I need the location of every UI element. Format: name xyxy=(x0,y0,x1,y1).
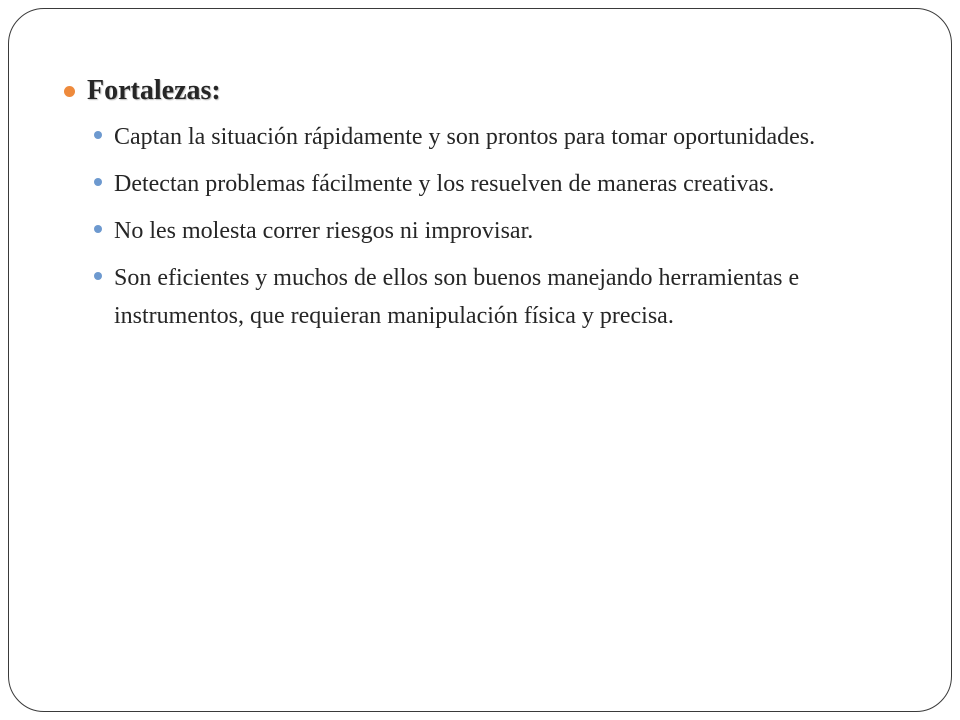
list-item xyxy=(94,259,904,335)
slide-content xyxy=(64,72,904,344)
heading-row xyxy=(64,72,904,110)
list-item xyxy=(94,118,904,156)
orange-bullet-icon xyxy=(64,86,75,97)
heading: Fortalezas: xyxy=(87,75,221,106)
list-item-text: No les molesta correr riesgos ni improvisar. xyxy=(114,218,534,244)
list-item xyxy=(94,165,904,203)
bullet-list xyxy=(64,118,904,335)
list-item-text: Captan la situación rápidamente y son prontos para tomar oportunidades. xyxy=(114,124,816,150)
blue-bullet-icon xyxy=(94,178,102,186)
list-item xyxy=(94,212,904,250)
list-item-text: Son eficientes y muchos de ellos son buenos manejando herramientas e instrumentos, que requieran manipulación física y precisa. xyxy=(114,265,800,329)
blue-bullet-icon xyxy=(94,225,102,233)
blue-bullet-icon xyxy=(94,272,102,280)
list-item-text: Detectan problemas fácilmente y los resuelven de maneras creativas. xyxy=(114,171,775,197)
blue-bullet-icon xyxy=(94,131,102,139)
